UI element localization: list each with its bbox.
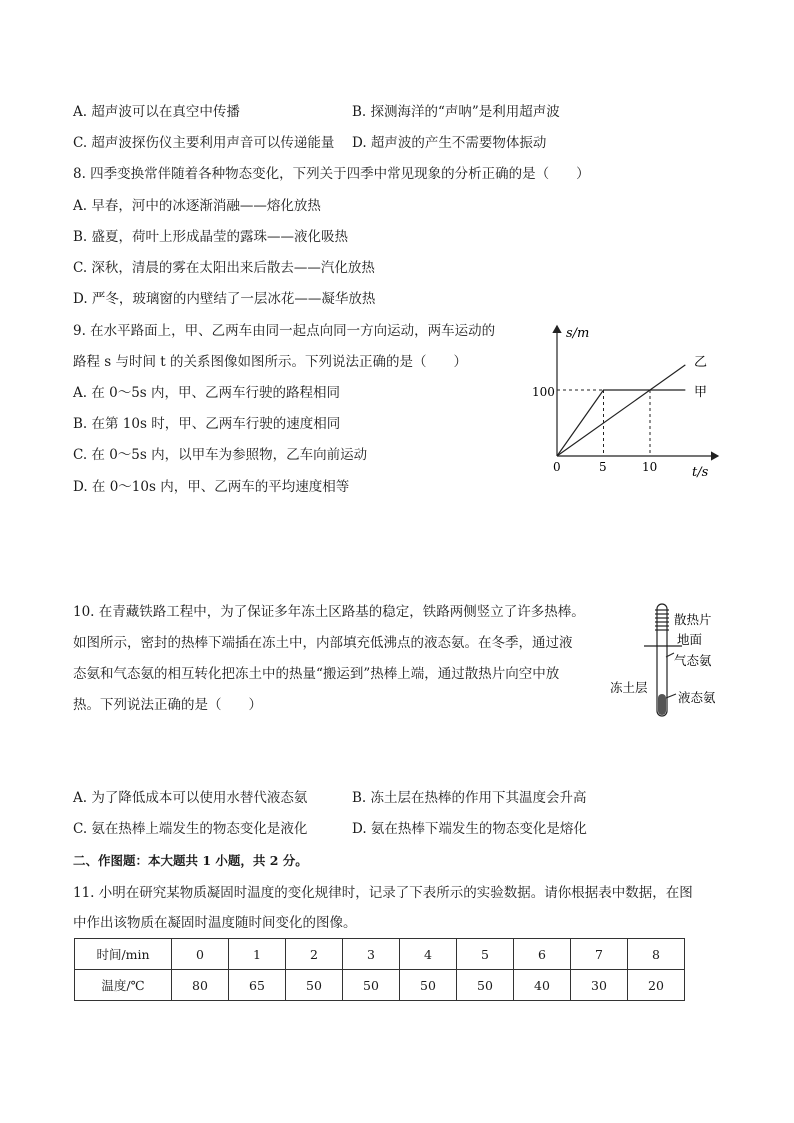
q8-option-b: B. 盛夏，荷叶上形成晶莹的露珠——液化吸热 <box>73 229 349 245</box>
q11-stem-line2: 中作出该物质在凝固时温度随时间变化的图像。 <box>73 915 357 931</box>
table-cell: 4 <box>400 939 457 970</box>
table-cell: 1 <box>229 939 286 970</box>
x-tick-0: 0 <box>553 460 561 474</box>
q9-option-a: A. 在 0～5s 内，甲、乙两车行驶的路程相同 <box>73 385 341 401</box>
q10-option-c: C. 氨在热棒上端发生的物态变化是液化 <box>73 821 308 837</box>
q9-option-b: B. 在第 10s 时，甲、乙两车行驶的速度相同 <box>73 416 341 432</box>
y-tick-100: 100 <box>532 385 555 399</box>
table-cell: 3 <box>343 939 400 970</box>
q10-option-a: A. 为了降低成本可以使用水替代液态氨 <box>73 790 308 806</box>
q10-option-d: D. 氨在热棒下端发生的物态变化是熔化 <box>352 821 587 837</box>
q10-stem-line4: 热。下列说法正确的是（ ） <box>73 697 262 713</box>
table-cell: 40 <box>514 970 571 1001</box>
table-cell: 50 <box>457 970 514 1001</box>
label-gas: 气态氨 <box>674 653 712 668</box>
q11-stem-line1: 11. 小明在研究某物质凝固时温度的变化规律时，记录了下表所示的实验数据。请你根据表中数据，在图 <box>73 885 693 901</box>
x-tick-5: 5 <box>599 460 607 474</box>
series-line-jia <box>557 390 685 456</box>
x-axis-label: t/s <box>692 465 709 480</box>
table-header-time: 时间/min <box>75 939 172 970</box>
q9-stem-line2: 路程 s 与时间 t 的关系图像如图所示。下列说法正确的是（ ） <box>73 354 468 370</box>
table-cell: 0 <box>172 939 229 970</box>
table-cell: 5 <box>457 939 514 970</box>
x-tick-10: 10 <box>642 460 658 474</box>
table-cell: 50 <box>286 970 343 1001</box>
series-label-yi: 乙 <box>694 355 708 370</box>
label-soil: 冻土层 <box>610 680 648 695</box>
label-ground: 地面 <box>677 632 703 647</box>
table-cell: 30 <box>571 970 628 1001</box>
q9-option-c: C. 在 0～5s 内，以甲车为参照物，乙车向前运动 <box>73 447 368 463</box>
q8-option-a: A. 早春，河中的冰逐渐消融——熔化放热 <box>73 198 321 214</box>
table-cell: 50 <box>400 970 457 1001</box>
liquid-ammonia-fill <box>658 694 666 715</box>
table-row-time <box>75 939 685 970</box>
table-cell: 50 <box>343 970 400 1001</box>
table-cell: 65 <box>229 970 286 1001</box>
q8-option-c: C. 深秋，清晨的雾在太阳出来后散去——汽化放热 <box>73 260 375 276</box>
q7-option-c: C. 超声波探伤仪主要利用声音可以传递能量 <box>73 135 335 151</box>
q8-option-d: D. 严冬，玻璃窗的内壁结了一层冰花——凝华放热 <box>73 291 376 307</box>
heat-pipe-figure <box>608 598 733 720</box>
q10-option-b: B. 冻土层在热棒的作用下其温度会升高 <box>352 790 587 806</box>
label-liquid: 液态氨 <box>678 690 716 705</box>
q10-stem-line3: 态氨和气态氨的相互转化把冻土中的热量“搬运到”热棒上端，通过散热片向空中放 <box>73 666 560 682</box>
label-fin: 散热片 <box>674 612 712 627</box>
st-graph <box>520 318 730 488</box>
table-cell: 80 <box>172 970 229 1001</box>
table-row-temp <box>75 970 685 1001</box>
q7-option-a: A. 超声波可以在真空中传播 <box>73 104 240 120</box>
table-cell: 8 <box>628 939 685 970</box>
q9-option-d: D. 在 0～10s 内，甲、乙两车的平均速度相等 <box>73 479 350 495</box>
series-line-yi <box>557 365 685 456</box>
q10-stem-line2: 如图所示，密封的热棒下端插在冻土中，内部填充低沸点的液态氨。在冬季，通过液 <box>73 635 573 651</box>
table-cell: 6 <box>514 939 571 970</box>
q7-option-b: B. 探测海洋的“声呐”是利用超声波 <box>352 104 560 120</box>
table-cell: 20 <box>628 970 685 1001</box>
section-heading: 二、作图题：本大题共 1 小题，共 2 分。 <box>73 853 308 868</box>
table-cell: 2 <box>286 939 343 970</box>
data-table <box>74 938 685 1001</box>
y-axis-label: s/m <box>566 326 590 341</box>
table-header-temp: 温度/℃ <box>75 970 172 1001</box>
q10-stem-line1: 10. 在青藏铁路工程中，为了保证多年冻土区路基的稳定，铁路两侧竖立了许多热棒。 <box>73 604 585 620</box>
table-cell: 7 <box>571 939 628 970</box>
q7-option-d: D. 超声波的产生不需要物体振动 <box>352 135 547 151</box>
q8-stem: 8. 四季变换常伴随着各种物态变化，下列关于四季中常见现象的分析正确的是（ ） <box>73 166 590 182</box>
series-label-jia: 甲 <box>694 385 708 400</box>
q9-stem-line1: 9. 在水平路面上，甲、乙两车由同一起点向同一方向运动，两车运动的 <box>73 323 496 339</box>
